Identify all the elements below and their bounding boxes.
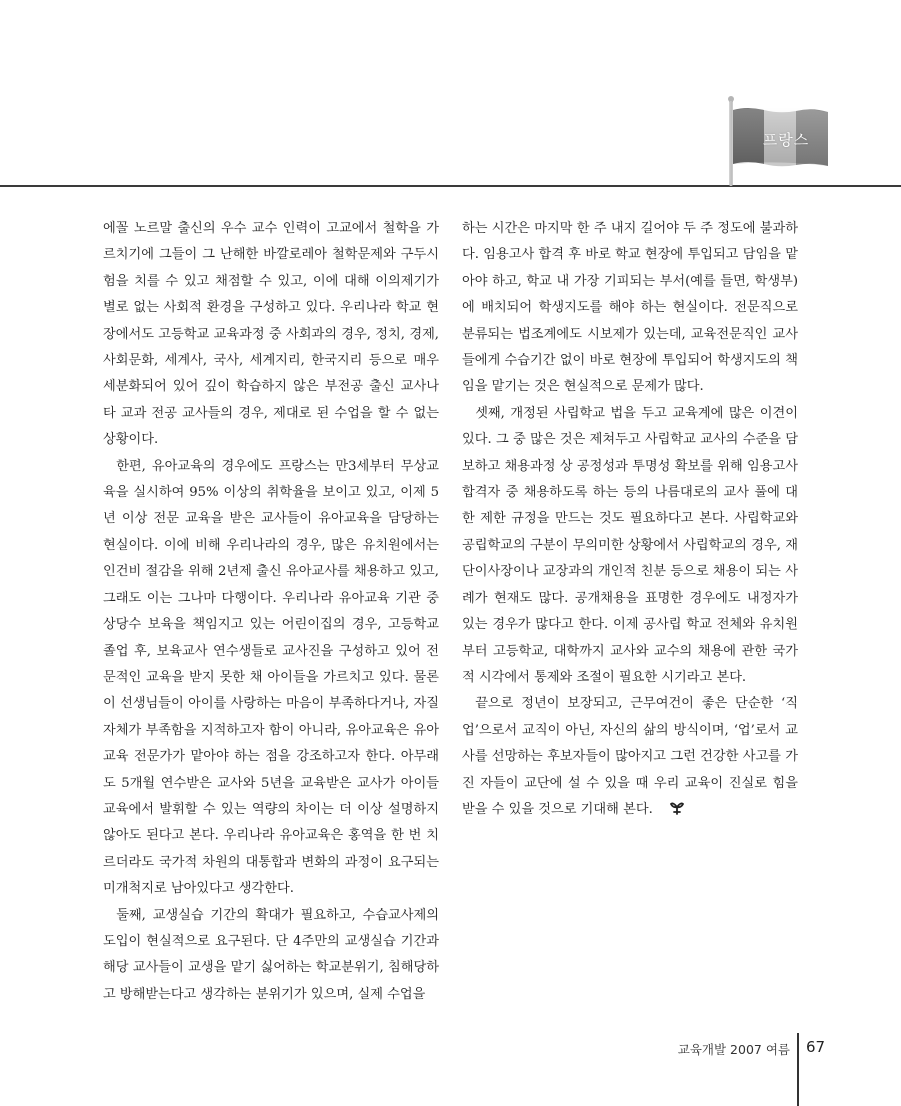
left-column — [103, 216, 439, 1008]
article-end-icon — [657, 799, 684, 825]
right-column — [462, 216, 798, 825]
right-paragraph-2: 셋째, 개정된 사립학교 법을 두고 교육계에 많은 이견이 있다. 그 중 많은 것은 제쳐두고 사립학교 교사의 수준을 담보하고 채용과정 상 공정성과 투명성 확보를 위해 임용고사 합격자 중 채용하도록 하는 등의 나름대로의 교사 풀에 대한 제한 규정을 만드는 것도 필요하다고 본다. 사립학교와 공립학교의 구분이 무의미한 상황에서 사립학교의 경우, 재단이사장이나 교장과의 개인적 친분 등으로 채용이 되는 사례가 현재도 많다. 공개채용을 표명한 경우에도 내정자가 있는 경우가 많다고 한다. 이제 공사립 학교 전체와 유치원부터 고등학교, 대학까지 교사와 교수의 채용에 관한 국가적 시각에서 통제와 조절이 필요한 시기라고 본다. — [462, 405, 798, 685]
country-label: 프랑스 — [762, 131, 810, 149]
left-paragraph-2: 한편, 유아교육의 경우에도 프랑스는 만3세부터 무상교육을 실시하여 95% 이상의 취학율을 보이고 있고, 이제 5년 이상 전문 교육을 받은 교사들이 유아교육을 담당하는 현실이다. 이에 비해 우리나라의 경우, 많은 유치원에서는 인건비 절감을 위해 2년제 출신 유아교사를 채용하고 있고, 그래도 이는 그나마 다행이다. 우리나라 유아교육 기관 중 상당수 보육을 책임지고 있는 어린이집의 경우, 고등학교 졸업 후, 보육교사 연수생들로 교사진을 구성하고 있어 전문적인 교육을 받지 못한 채 아이들을 가르치고 있다. 물론 이 선생님들이 아이를 사랑하는 마음이 부족하다거나, 자질 자체가 부족함을 지적하고자 함이 아니라, 유아교육은 유아교육 전문가가 맡아야 하는 점을 강조하고자 한다. 아무래도 5개월 연수받은 교사와 5년을 교육받은 교사가 아이들 교육에서 발휘할 수 있는 역량의 차이는 더 이상 설명하지 않아도 된다고 본다. 우리나라 유아교육은 홍역을 한 번 치르더라도 국가적 차원의 대통합과 변화의 과정이 요구되는 미개척지로 남아있다고 생각한다. — [103, 458, 439, 897]
left-paragraph-1: 에꼴 노르말 출신의 우수 교수 인력이 고교에서 철학을 가르치기에 그들이 그 난해한 바깔로레아 철학문제와 구두시험을 치를 수 있고 채점할 수 있고, 이에 대해 이의제기가 별로 없는 사회적 환경을 구성하고 있다. 우리나라 학교 현장에서도 고등학교 교육과정 중 사회과의 경우, 정치, 경제, 사회문화, 세계사, 국사, 세계지리, 한국지리 등으로 매우 세분화되어 있어 깊이 학습하지 않은 부전공 출신 교사나 타 교과 전공 교사들의 경우, 제대로 된 수업을 할 수 없는 상황이다. — [103, 221, 439, 448]
publication-footer: 교육개발 2007 여름 — [677, 1042, 790, 1057]
right-paragraph-1: 하는 시간은 마지막 한 주 내지 길어야 두 주 정도에 불과하다. 임용고사 합격 후 바로 학교 현장에 투입되고 담임을 맡아야 하고, 학교 내 가장 기피되는 부서(예를 들면, 학생부)에 배치되어 학생지도를 해야 하는 현실이다. 전문직으로 분류되는 법조계에도 시보제가 있는데, 교육전문직인 교사들에게 수습기간 없이 바로 현장에 투입되어 학생지도의 책임을 맡기는 것은 현실적으로 문제가 많다. — [462, 221, 798, 395]
page-number: 67 — [806, 1038, 826, 1056]
right-paragraph-3-text: 끝으로 정년이 보장되고, 근무여건이 좋은 단순한 ‘직업’으로서 교직이 아닌, 자신의 삶의 방식이며, ‘업’로서 교사를 선망하는 후보자들이 많아지고 그런 건강한 사고를 가진 자들이 교단에 설 수 있을 때 우리 교육이 진실로 힘을 받을 수 있을 것으로 기대해 본다. — [462, 696, 798, 817]
right-paragraph-3 — [462, 691, 798, 825]
footer-divider — [797, 1033, 799, 1106]
left-paragraph-3: 둘째, 교생실습 기간의 확대가 필요하고, 수습교사제의 도입이 현실적으로 요구된다. 단 4주만의 교생실습 기간과 해당 교사들이 교생을 맡기 싫어하는 학교분위기, 침해당하고 방해받는다고 생각하는 분위기가 있으며, 실제 수업을 — [103, 907, 439, 1002]
